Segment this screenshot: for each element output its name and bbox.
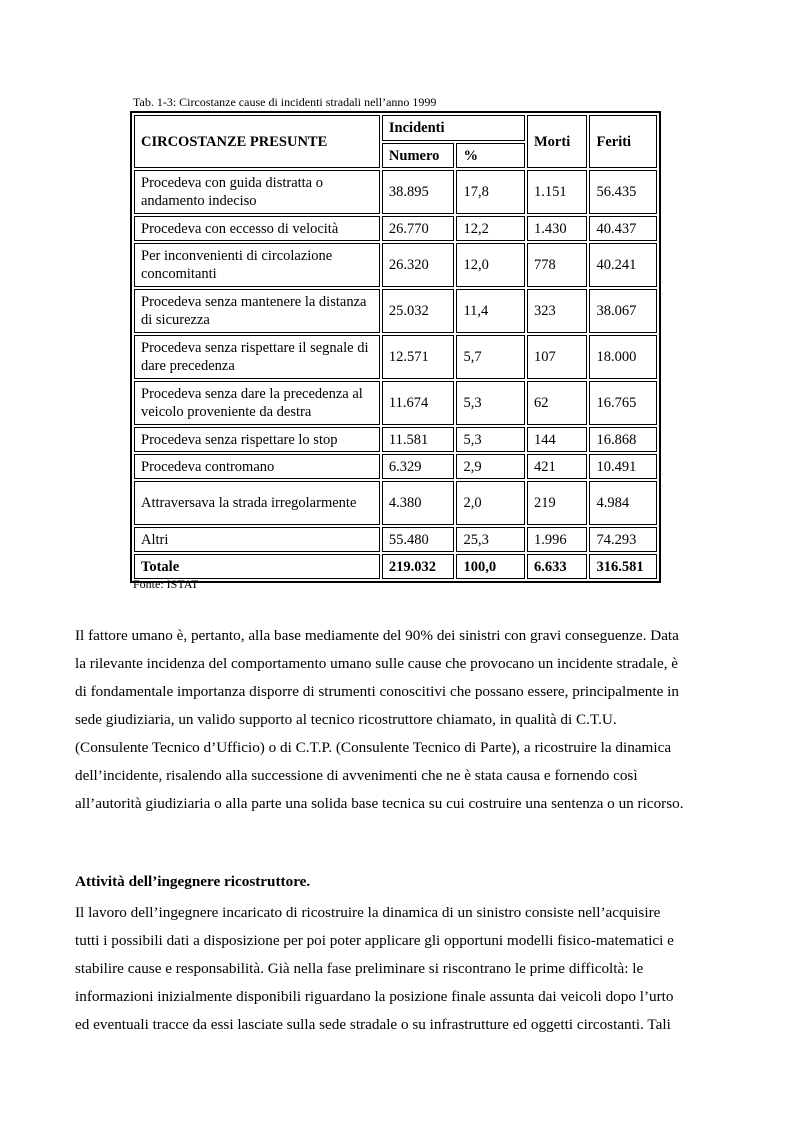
cell-circostanza: Procedeva contromano: [134, 454, 380, 479]
paragraph-line: Il lavoro dell’ingegnere incaricato di ricostruire la dinamica di un sinistro consiste nell’acquisire: [75, 904, 661, 921]
cell-percent: 17,8: [456, 170, 525, 214]
header-circostanze: CIRCOSTANZE PRESUNTE: [134, 115, 380, 168]
cell-circostanza: Procedeva senza dare la precedenza al veicolo proveniente da destra: [134, 381, 380, 425]
table-row: [134, 335, 657, 379]
paragraph-line: stabilire cause e responsabilità. Già nella fase preliminare si riscontrano le prime difficoltà: le: [75, 960, 644, 977]
paragraph-line: tutti i possibili dati a disposizione per poi poter applicare gli opportuni modelli fisico-matematici e: [75, 932, 674, 949]
table-row: [134, 454, 657, 479]
cell-feriti: 16.868: [589, 427, 657, 452]
cell-circostanza: Procedeva con guida distratta o andamento indeciso: [134, 170, 380, 214]
paragraph-1: [75, 622, 719, 818]
cell-feriti: 40.437: [589, 216, 657, 241]
table-row: [134, 427, 657, 452]
cell-percent: 2,0: [456, 481, 525, 525]
paragraph-2: [75, 899, 719, 1039]
table-row: [134, 170, 657, 214]
cell-feriti: 40.241: [589, 243, 657, 287]
cell-circostanza: Procedeva senza rispettare il segnale di dare precedenza: [134, 335, 380, 379]
header-incidenti: Incidenti: [382, 115, 525, 141]
total-row: [134, 554, 657, 579]
table-row: [134, 289, 657, 333]
paragraph-line: dell’incidente, risalendo alla successione di avvenimenti che ne è stata causa e fornendo così: [75, 767, 638, 784]
cell-numero: 6.329: [382, 454, 455, 479]
header-numero: Numero: [382, 143, 455, 168]
paragraph-line: sede giudiziaria, un valido supporto al tecnico ricostruttore chiamato, in qualità di C.T.U.: [75, 711, 617, 728]
cell-circostanza: Per inconvenienti di circolazione concomitanti: [134, 243, 380, 287]
paragraph-line: informazioni inizialmente disponibili riguardano la posizione finale assunta dai veicoli dopo l’urto: [75, 988, 674, 1005]
cell-feriti: 74.293: [589, 527, 657, 552]
cell-circostanza: Procedeva senza mantenere la distanza di sicurezza: [134, 289, 380, 333]
cell-numero: 55.480: [382, 527, 455, 552]
paragraph-line: all’autorità giudiziaria o alla parte una solida base tecnica su cui costruire una sentenza o un ricorso.: [75, 795, 684, 812]
cell-percent: 12,0: [456, 243, 525, 287]
header-morti: Morti: [527, 115, 587, 168]
cell-percent: 12,2: [456, 216, 525, 241]
table-source: Fonte: ISTAT: [133, 577, 199, 591]
paragraph-line: di fondamentale importanza disporre di strumenti conoscitivi che possano essere, principalmente in: [75, 683, 679, 700]
cell-numero: 4.380: [382, 481, 455, 525]
header-feriti: Feriti: [589, 115, 657, 168]
table-row: [134, 527, 657, 552]
paragraph-line: ed eventuali tracce da essi lasciate sulla sede stradale o su infrastrutture ed oggetti circostanti. Tali: [75, 1016, 671, 1033]
cell-numero: 38.895: [382, 170, 455, 214]
cell-feriti: 16.765: [589, 381, 657, 425]
paragraph-line: (Consulente Tecnico d’Ufficio) o di C.T.P. (Consulente Tecnico di Parte), a ricostruire la dinamica: [75, 739, 672, 756]
incidents-table: [130, 111, 661, 583]
cell-morti: 62: [527, 381, 587, 425]
cell-percent: 25,3: [456, 527, 525, 552]
cell-percent: 5,3: [456, 427, 525, 452]
cell-morti: 144: [527, 427, 587, 452]
section-heading: Attività dell’ingegnere ricostruttore.: [75, 873, 311, 890]
cell-feriti: 38.067: [589, 289, 657, 333]
table-row: [134, 381, 657, 425]
total-percent: 100,0: [456, 554, 525, 579]
cell-numero: 26.320: [382, 243, 455, 287]
cell-circostanza: Altri: [134, 527, 380, 552]
table-row: [134, 216, 657, 241]
cell-feriti: 56.435: [589, 170, 657, 214]
paragraph-line: Il fattore umano è, pertanto, alla base mediamente del 90% dei sinistri con gravi conseguenze. Data: [75, 627, 679, 644]
cell-percent: 5,3: [456, 381, 525, 425]
cell-morti: 107: [527, 335, 587, 379]
cell-numero: 11.674: [382, 381, 455, 425]
cell-morti: 778: [527, 243, 587, 287]
cell-morti: 219: [527, 481, 587, 525]
cell-feriti: 4.984: [589, 481, 657, 525]
table-caption: Tab. 1-3: Circostanze cause di incidenti stradali nell’anno 1999: [133, 95, 437, 109]
cell-numero: 12.571: [382, 335, 455, 379]
table-row: [134, 481, 657, 525]
paragraph-line: la rilevante incidenza del comportamento umano sulle cause che provocano un incidente stradale, è: [75, 655, 679, 672]
cell-morti: 1.430: [527, 216, 587, 241]
cell-circostanza: Procedeva con eccesso di velocità: [134, 216, 380, 241]
cell-numero: 25.032: [382, 289, 455, 333]
cell-numero: 26.770: [382, 216, 455, 241]
cell-circostanza: Procedeva senza rispettare lo stop: [134, 427, 380, 452]
total-morti: 6.633: [527, 554, 587, 579]
cell-numero: 11.581: [382, 427, 455, 452]
table-row: [134, 243, 657, 287]
cell-morti: 421: [527, 454, 587, 479]
cell-percent: 5,7: [456, 335, 525, 379]
cell-feriti: 18.000: [589, 335, 657, 379]
total-label: Totale: [134, 554, 380, 579]
header-percent: %: [456, 143, 525, 168]
cell-percent: 11,4: [456, 289, 525, 333]
total-numero: 219.032: [382, 554, 455, 579]
cell-circostanza: Attraversava la strada irregolarmente: [134, 481, 380, 525]
cell-morti: 323: [527, 289, 587, 333]
cell-feriti: 10.491: [589, 454, 657, 479]
cell-percent: 2,9: [456, 454, 525, 479]
cell-morti: 1.996: [527, 527, 587, 552]
total-feriti: 316.581: [589, 554, 657, 579]
cell-morti: 1.151: [527, 170, 587, 214]
